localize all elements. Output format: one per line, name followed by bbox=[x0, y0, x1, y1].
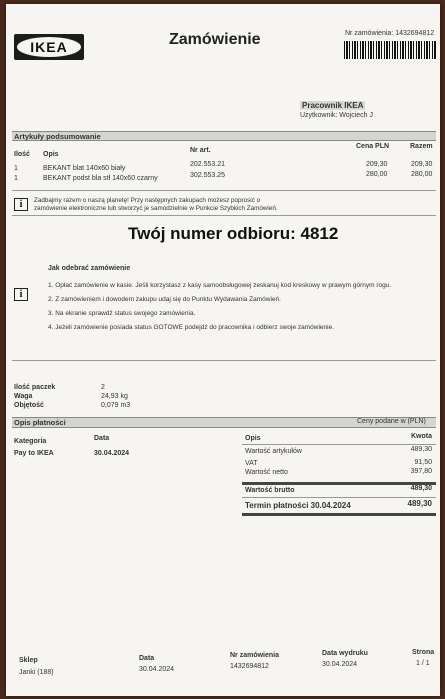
item-total: 209,30 bbox=[411, 161, 433, 168]
col-qty-header: Ilość bbox=[14, 151, 30, 158]
pickup-number bbox=[128, 224, 338, 244]
footer-page-label: Strona bbox=[412, 649, 435, 656]
footer-date-value: 30.04.2024 bbox=[139, 666, 175, 673]
due-value: 489,30 bbox=[407, 499, 432, 508]
howto-steps bbox=[48, 282, 433, 338]
order-number-header bbox=[345, 30, 434, 37]
staff-user bbox=[300, 112, 373, 119]
document-title: Zamówienie bbox=[169, 31, 261, 48]
pickup-label: Twój numer odbioru: bbox=[128, 224, 296, 243]
col-price-header: Cena PLN bbox=[356, 143, 390, 150]
planet-notice bbox=[34, 197, 278, 213]
packages-label: Ilość paczek bbox=[14, 384, 56, 391]
items-section-title: Artykuły podsumowanie bbox=[14, 132, 101, 141]
weight-value: 24,93 kg bbox=[101, 393, 128, 400]
payment-line-label: Wartość artykułów bbox=[245, 448, 302, 455]
item-price: 280,00 bbox=[366, 171, 388, 178]
col-total-header: Razem bbox=[410, 143, 433, 150]
staff-user-label: Użytkownik: bbox=[300, 112, 338, 119]
payment-line-label: VAT bbox=[245, 460, 258, 467]
staff-user-name: Wojciech J bbox=[339, 112, 374, 119]
footer-page-value: 1 / 1 bbox=[416, 660, 430, 667]
item-qty: 1 bbox=[14, 165, 18, 172]
info-icon: i bbox=[14, 198, 28, 211]
due-bottom-line bbox=[242, 513, 436, 516]
item-qty: 1 bbox=[14, 175, 18, 182]
gross-label: Wartość brutto bbox=[245, 487, 295, 494]
order-number-label: Nr zamówienia: bbox=[345, 30, 394, 37]
howto-step: 3. Na ekranie sprawdź status swojego zamówienia. bbox=[48, 310, 196, 317]
items-divider bbox=[12, 190, 436, 191]
payment-line-value: 489,30 bbox=[410, 446, 432, 453]
packages-value: 2 bbox=[101, 384, 105, 391]
notice-line-2: zamówienie elektroniczne lub stworzyć je samodzielnie w Punkcie Szybkich Zamówień. bbox=[34, 205, 278, 212]
payment-line-value: 91,50 bbox=[414, 459, 432, 466]
item-price: 209,30 bbox=[366, 161, 388, 168]
howto-title: Jak odebrać zamówienie bbox=[48, 265, 131, 272]
item-total: 280,00 bbox=[411, 171, 433, 178]
payment-line-label: Wartość netto bbox=[245, 469, 288, 476]
item-art: 302.553.25 bbox=[190, 172, 226, 179]
footer-date-label: Data bbox=[139, 655, 155, 662]
staff-heading: Pracownik IKEA bbox=[302, 101, 364, 110]
notice-line-1: Zadbajmy razem o naszą planetę! Przy następnych zakupach możesz poprosić o bbox=[34, 197, 261, 204]
notice-divider bbox=[12, 215, 436, 216]
date-label: Data bbox=[94, 435, 110, 442]
info-icon: i bbox=[14, 288, 28, 301]
col-art-header: Nr art. bbox=[190, 147, 211, 154]
howto-divider bbox=[12, 360, 436, 361]
item-desc: BEKANT podst bla stł 140x60 czarny bbox=[43, 175, 158, 182]
footer-print-label: Data wydruku bbox=[322, 650, 368, 657]
footer-order-label: Nr zamówienia bbox=[230, 652, 280, 659]
gross-value: 489,30 bbox=[410, 485, 432, 492]
item-desc: BEKANT blat 140x60 biały bbox=[43, 165, 126, 172]
volume-value: 0,079 m3 bbox=[101, 402, 131, 409]
item-art: 202.553.21 bbox=[190, 161, 226, 168]
howto-step: 2. Z zamówieniem i dowodem zakupu udaj się do Punktu Wydawania Zamówień. bbox=[48, 296, 281, 303]
category-value: Pay to IKEA bbox=[14, 450, 54, 457]
payment-lines-divider bbox=[242, 444, 436, 445]
due-divider bbox=[242, 497, 436, 498]
due-label: Termin płatności 30.04.2024 bbox=[245, 501, 351, 510]
volume-label: Objętość bbox=[14, 402, 44, 409]
weight-label: Waga bbox=[14, 393, 33, 400]
footer-store-label: Sklep bbox=[19, 657, 38, 664]
footer-store-value: Janki (188) bbox=[19, 669, 54, 676]
pickup-value: 4812 bbox=[300, 224, 339, 243]
amount-header: Kwota bbox=[411, 433, 432, 440]
desc-header: Opis bbox=[245, 435, 261, 442]
order-document bbox=[6, 4, 440, 696]
currency-note: Ceny podane w (PLN) bbox=[357, 418, 426, 425]
col-desc-header: Opis bbox=[43, 151, 59, 158]
howto-step: 4. Jeżeli zamówienie posiada status GOTOWE podejdź do pracownika i odbierz swoje zamówienie. bbox=[48, 324, 335, 331]
order-barcode bbox=[344, 41, 436, 59]
payments-title: Opis płatności bbox=[14, 418, 66, 427]
category-label: Kategoria bbox=[14, 438, 47, 445]
footer-order-value: 1432694812 bbox=[230, 663, 269, 670]
logo-text: IKEA bbox=[30, 39, 68, 55]
date-value: 30.04.2024 bbox=[94, 450, 130, 457]
footer-print-value: 30.04.2024 bbox=[322, 661, 358, 668]
order-number-value: 1432694812 bbox=[395, 30, 435, 37]
ikea-logo bbox=[14, 34, 84, 60]
payment-line-value: 397,80 bbox=[410, 468, 432, 475]
howto-step: 1. Opłać zamówienie w kasie. Jeśli korzystasz z kasy samoobsługowej zeskanuj kod kreskowy w prawym górnym rogu. bbox=[48, 282, 392, 289]
